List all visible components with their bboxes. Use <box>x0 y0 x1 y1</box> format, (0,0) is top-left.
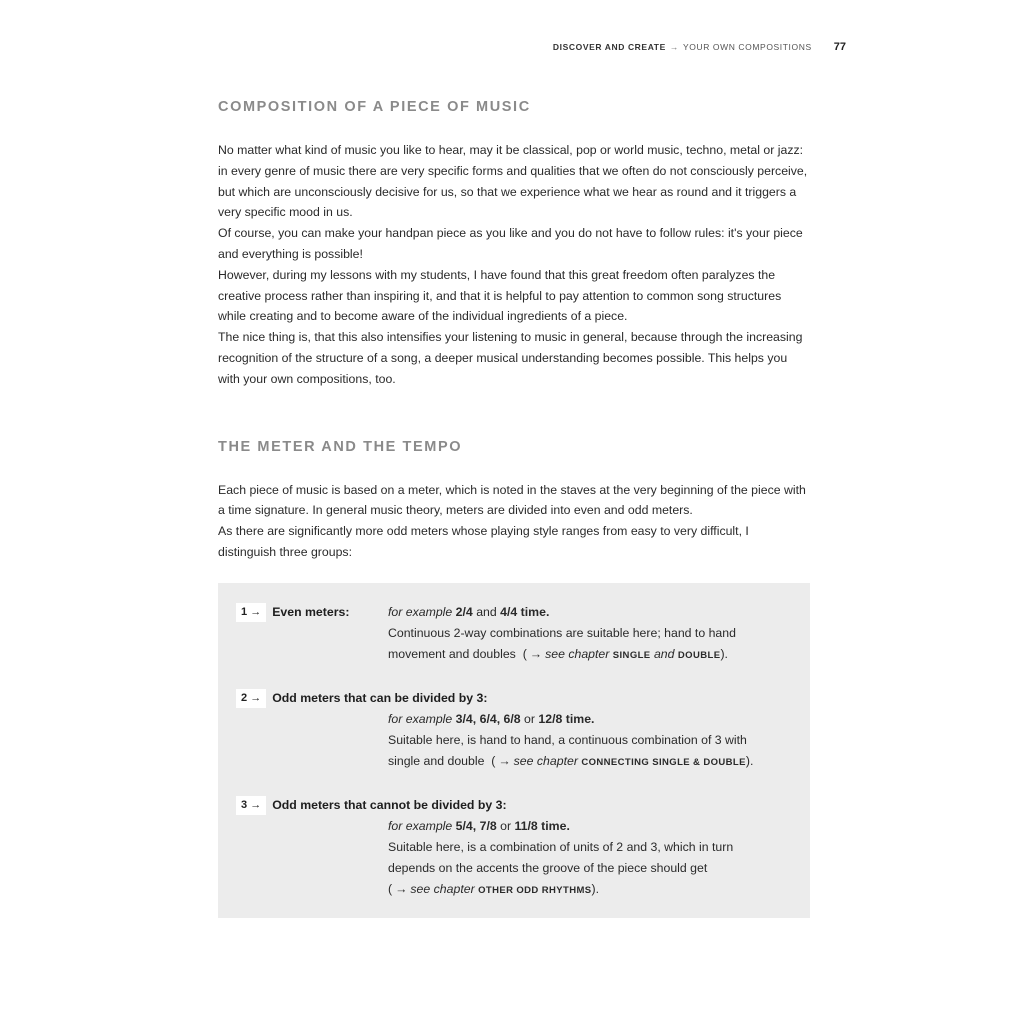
group-line: Suitable here, is a combination of units of 2 and 3, which in turn <box>388 839 734 854</box>
header-section: DISCOVER AND CREATE <box>552 42 666 52</box>
page-content <box>218 96 810 918</box>
composition-text <box>218 140 810 390</box>
group-number-badge: 1 → <box>236 603 266 622</box>
group-number-badge: 2 → <box>236 689 266 708</box>
group-title: Odd meters that cannot be divided by 3: <box>272 797 507 812</box>
heading-composition: COMPOSITION OF A PIECE OF MUSIC <box>218 99 531 115</box>
group-title: Even meters: <box>272 604 350 619</box>
group-number-badge: 3 → <box>236 796 266 815</box>
meter-group-odd-divisible <box>218 688 810 773</box>
group-title: Odd meters that can be divided by 3: <box>272 690 488 705</box>
group-example: for example 2/4 and 4/4 time. <box>388 604 550 619</box>
group-example: for example 3/4, 6/4, 6/8 or 12/8 time. <box>388 711 595 726</box>
page-number: 77 <box>833 41 846 53</box>
meter-text <box>218 480 810 563</box>
header-subsection: YOUR OWN COMPOSITIONS <box>682 42 812 52</box>
group-line: depends on the accents the groove of the piece should get <box>388 860 708 875</box>
group-line: Suitable here, is hand to hand, a continuous combination of 3 with <box>388 732 747 747</box>
paragraph: Of course, you can make your handpan piece as you like and you do not have to follow rules: it's your piece and everything is possible! <box>218 226 803 261</box>
paragraph: However, during my lessons with my students, I have found that this great freedom often paralyzes the creative process rather than inspiring it, and that it is helpful to pay attention to common song structures while creating and to become aware of the individual ingredients of a piece. <box>218 267 782 324</box>
group-line-with-reference: movement and doubles ( → see chapter SINGLE and DOUBLE). <box>388 646 728 661</box>
meter-group-even <box>218 602 810 666</box>
paragraph: No matter what kind of music you like to hear, may it be classical, pop or world music, techno, metal or jazz: in every genre of music there are very specific forms and qualities that we often do not consciously perceive, but which are unconsciously decisive for us, so that we experience what we hear as round and it triggers a very specific mood in us. <box>218 143 808 220</box>
header-arrow: → <box>669 42 679 52</box>
paragraph: The nice thing is, that this also intensifies your listening to music in general, because through the increasing recognition of the structure of a song, a deeper musical understanding becomes possible. This helps you with your own compositions, too. <box>218 330 803 386</box>
group-head <box>218 795 810 816</box>
group-body <box>218 816 810 901</box>
running-header <box>218 41 846 53</box>
meter-group-odd-non-divisible <box>218 795 810 901</box>
group-reference: ( → see chapter OTHER ODD RHYTHMS). <box>388 881 600 896</box>
paragraph: Each piece of music is based on a meter, which is noted in the staves at the very beginning of the piece with a time signature. In general music theory, meters are divided into even and odd meters. <box>218 482 806 518</box>
group-line: Continuous 2-way combinations are suitable here; hand to hand <box>388 625 736 640</box>
group-head <box>218 688 810 709</box>
paragraph: As there are significantly more odd meters whose playing style ranges from easy to very difficult, I distinguish three groups: <box>218 524 749 559</box>
meter-groups-box <box>218 583 810 918</box>
heading-meter-tempo: THE METER AND THE TEMPO <box>218 438 463 455</box>
group-body <box>218 709 810 773</box>
group-example: for example 5/4, 7/8 or 11/8 time. <box>388 818 570 833</box>
group-line-with-reference: single and double ( → see chapter CONNECTING SINGLE & DOUBLE). <box>388 753 754 768</box>
